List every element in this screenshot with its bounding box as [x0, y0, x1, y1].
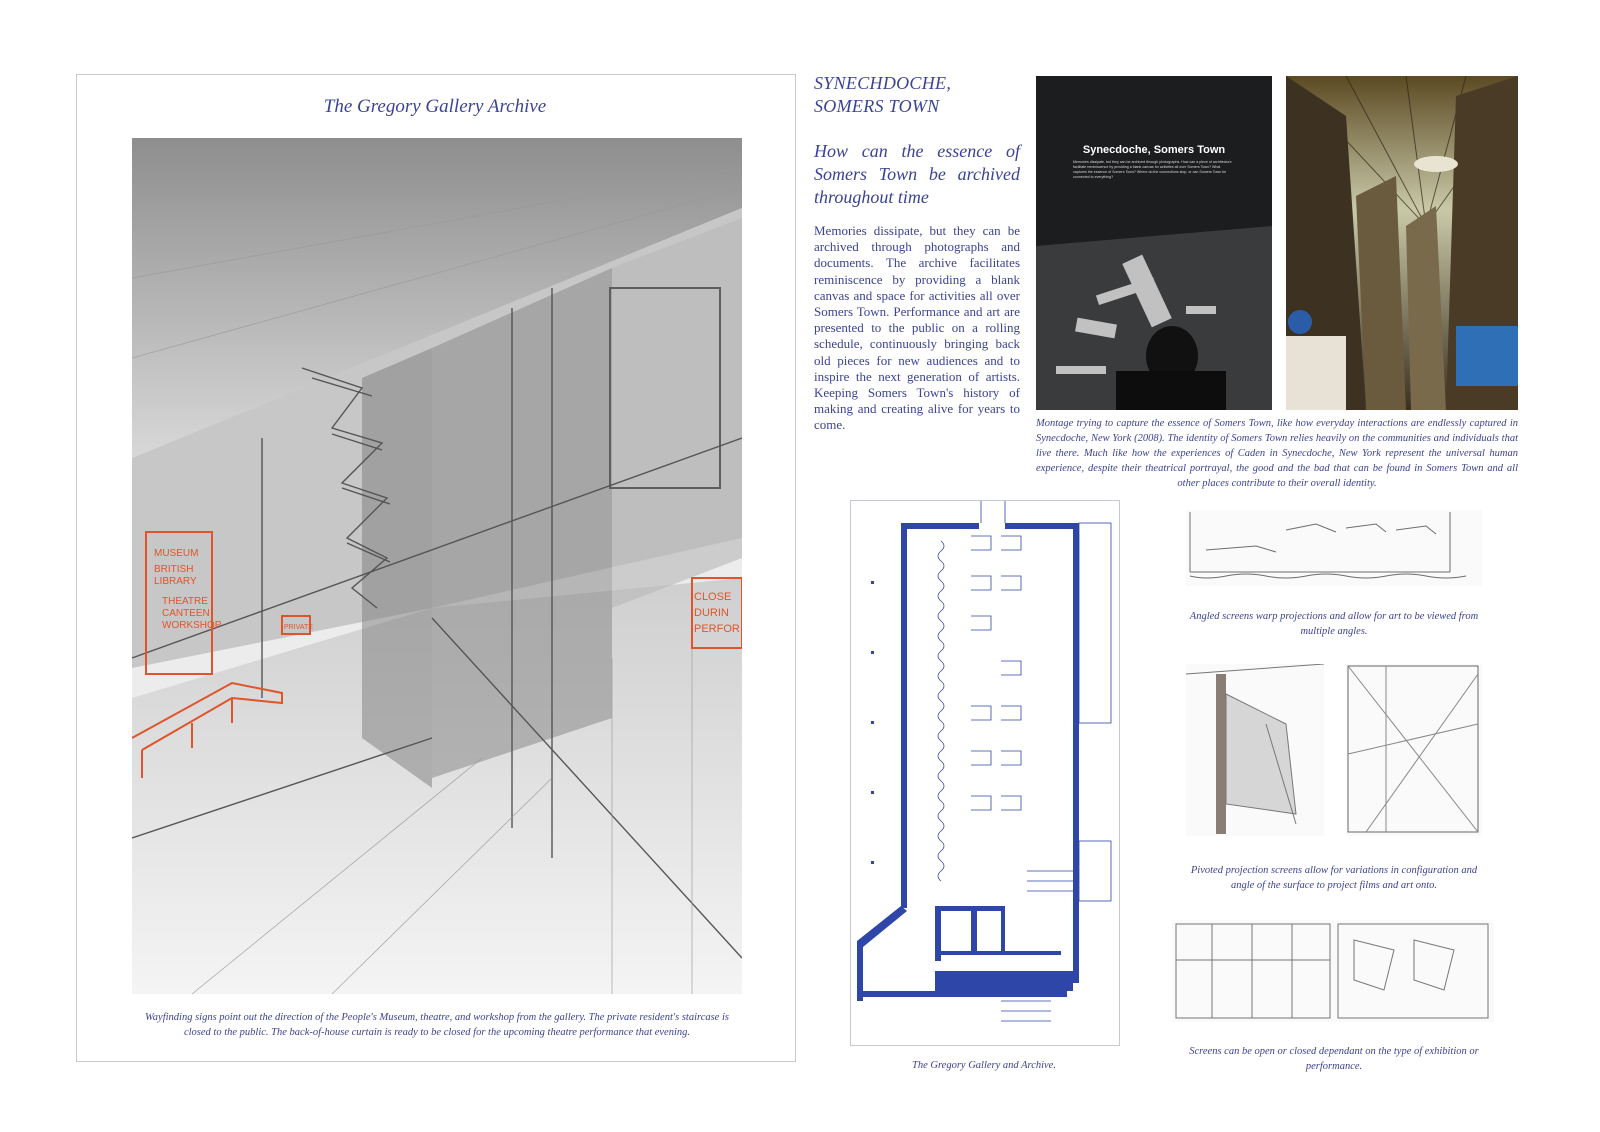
screens-open-sketch: [1172, 920, 1334, 1022]
project-title-line2: SOMERS TOWN: [814, 96, 940, 116]
city-montage-image: [1286, 76, 1518, 410]
pivot-screen-sketch-a: [1186, 664, 1324, 836]
svg-text:DURIN: DURIN: [694, 607, 729, 619]
montage-caption: Montage trying to capture the essence of Somers Town, like how everyday interactions are endlessly captured in Synecdoche, New York (2008). The identity of Somers Town relies heavily on the communities and individuals that live there. Much like how the experiences of Caden in Synecdoche, New York represent the universal human experience, despite their theatrical portrayal, the good and the bad that can be found in Somers Town and all other places contribute to their overall identity.: [1036, 418, 1518, 489]
svg-text:PERFOR: PERFOR: [694, 623, 740, 635]
plan-caption: The Gregory Gallery and Archive.: [912, 1060, 1056, 1071]
project-description: Memories dissipate, but they can be archived through photographs and documents. The archive facilitates reminiscence by providing a blank canvas and space for activities all over Somers Town. Performance and art are presented to the public on a rolling schedule, continuously bringing back old pieces for new audiences and to inspire the next generation of artists. Keeping Somers Town's history of making and creating alive for years to come.: [814, 223, 1020, 433]
floor-plan: [850, 500, 1120, 1046]
project-title-line1: SYNECHDOCHE,: [814, 73, 952, 93]
gallery-perspective-sketch: [132, 138, 742, 994]
sketch-caption: Wayfinding signs point out the direction of the People's Museum, theatre, and workshop from the gallery. The private resident's staircase is closed to the public. The back-of-house curtain is ready to be closed for the upcoming theatre performance that evening.: [145, 1012, 729, 1038]
pivot-screens-caption: Pivoted projection screens allow for variations in configuration and angle of the surface to project films and art onto.: [1190, 865, 1478, 891]
screens-closed-sketch: [1334, 920, 1494, 1022]
sheet-title: The Gregory Gallery Archive: [323, 96, 547, 117]
project-title: [814, 72, 1034, 118]
research-question: How can the essence of Somers Town be archived throughout time: [814, 141, 1020, 207]
angled-screens-caption: Angled screens warp projections and allow for art to be viewed from multiple angles.: [1189, 611, 1479, 637]
sign-private: PRIVATE: [284, 624, 313, 631]
open-closed-caption: Screens can be open or closed dependant on the type of exhibition or performance.: [1189, 1046, 1479, 1072]
sign-british-library: BRITISH: [154, 564, 194, 575]
poster-title: Synecdoche, Somers Town: [1082, 144, 1226, 156]
pivot-screen-sketch-b: [1346, 664, 1482, 836]
svg-text:LIBRARY: LIBRARY: [154, 576, 197, 587]
montage-poster: [1036, 76, 1272, 410]
sign-closed: CLOSE: [694, 591, 732, 603]
sign-workshop: WORKSHOP: [162, 620, 222, 631]
sign-theatre: THEATRE: [162, 596, 208, 607]
sign-museum: MUSEUM: [154, 548, 199, 559]
angled-screens-sketch: [1186, 510, 1482, 586]
poster-text: Memories dissipate, but they can be archived through photographs. How can a piece of architecture facilitate reminiscence by providing a blank canvas for activities all over Somers Town? What captures the essence of Somers Town? Where do the connections stop, or can Somers Town be connected to everything?: [1073, 160, 1232, 179]
sign-canteen: CANTEEN: [162, 608, 210, 619]
